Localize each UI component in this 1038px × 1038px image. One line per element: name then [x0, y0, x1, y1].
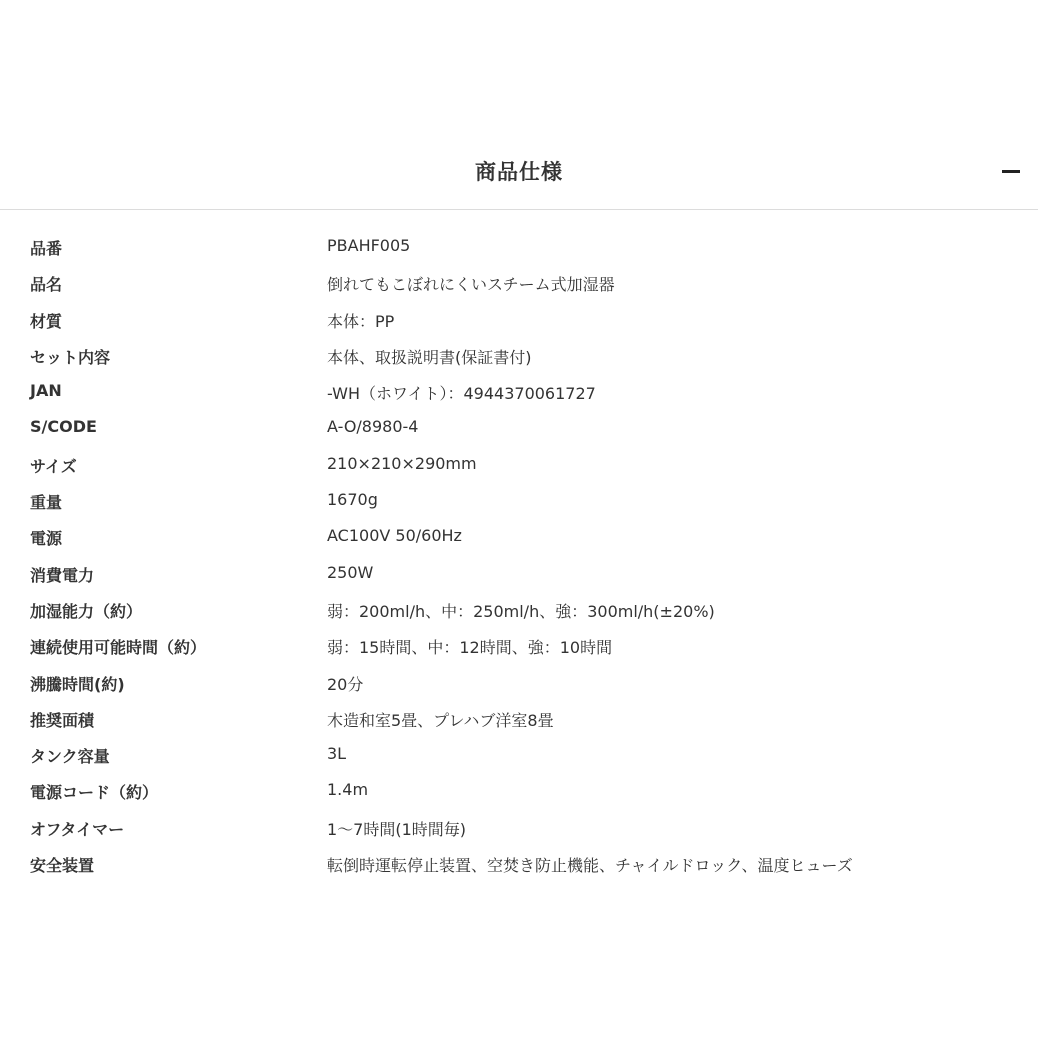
spec-row: [0, 520, 1038, 556]
spec-label: JAN: [30, 381, 62, 401]
spec-label: セット内容: [30, 347, 111, 367]
minus-icon[interactable]: [1002, 170, 1020, 173]
spec-row: [0, 774, 1038, 810]
spec-value: A-O/8980-4: [327, 417, 419, 437]
spec-row: [0, 847, 1038, 883]
spec-row: [0, 411, 1038, 447]
spec-label: 材質: [30, 311, 63, 331]
spec-row: [0, 593, 1038, 629]
spec-value: AC100V 50/60Hz: [327, 526, 462, 546]
spec-value: 250W: [327, 562, 374, 582]
section-title: 商品仕様: [475, 160, 563, 184]
spec-row: [0, 448, 1038, 484]
spec-row: [0, 230, 1038, 266]
spec-label: 電源コード（約）: [30, 783, 159, 803]
spec-row: [0, 666, 1038, 702]
spec-row: [0, 339, 1038, 375]
spec-row: [0, 811, 1038, 847]
spec-label: 品番: [30, 239, 63, 258]
spec-value: 本体：PP: [327, 311, 395, 331]
spec-value: 倒れてもこぼれにくいスチーム式加湿器: [327, 275, 615, 295]
spec-value: 20分: [327, 674, 364, 694]
spec-table: [0, 230, 1038, 883]
spec-row: [0, 738, 1038, 774]
spec-label: 重量: [30, 493, 63, 513]
spec-value: 210×210×290mm: [327, 453, 477, 473]
spec-label: 消費電力: [30, 565, 95, 585]
spec-value: 1670g: [327, 490, 378, 510]
spec-row: [0, 266, 1038, 302]
spec-label: S/CODE: [30, 417, 97, 437]
spec-row: [0, 484, 1038, 520]
spec-label: サイズ: [30, 456, 77, 476]
spec-label: 電源: [30, 529, 63, 549]
spec-label: 沸騰時間(約): [30, 674, 125, 694]
spec-label: 加湿能力（約）: [30, 601, 143, 621]
spec-label: 安全装置: [30, 856, 95, 876]
spec-label: オフタイマー: [30, 819, 125, 839]
spec-row: [0, 702, 1038, 738]
spec-value: 弱：15時間、中：12時間、強：10時間: [327, 638, 613, 658]
spec-label: 品名: [30, 275, 63, 295]
spec-value: -WH（ホワイト）：4944370061727: [327, 384, 596, 404]
spec-value: 1.4m: [327, 780, 369, 800]
spec-value: 弱：200ml/h、中：250ml/h、強：300ml/h(±20%): [327, 601, 715, 621]
spec-row: [0, 557, 1038, 593]
spec-row: [0, 303, 1038, 339]
spec-row: [0, 375, 1038, 411]
spec-label: 推奨面積: [30, 710, 95, 730]
spec-label: 連続使用可能時間（約）: [30, 638, 207, 658]
spec-value: 本体、取扱説明書(保証書付): [327, 347, 532, 367]
spec-value: 転倒時運転停止装置、空焚き防止機能、チャイルドロック、温度ヒューズ: [327, 856, 853, 876]
spec-value: 1〜7時間(1時間毎): [327, 819, 467, 839]
spec-value: 木造和室5畳、プレハブ洋室8畳: [327, 710, 554, 730]
spec-section-header[interactable]: [0, 140, 1038, 210]
spec-label: タンク容量: [30, 747, 110, 767]
spec-row: [0, 629, 1038, 665]
spec-value: PBAHF005: [327, 236, 411, 255]
spec-value: 3L: [327, 744, 347, 764]
